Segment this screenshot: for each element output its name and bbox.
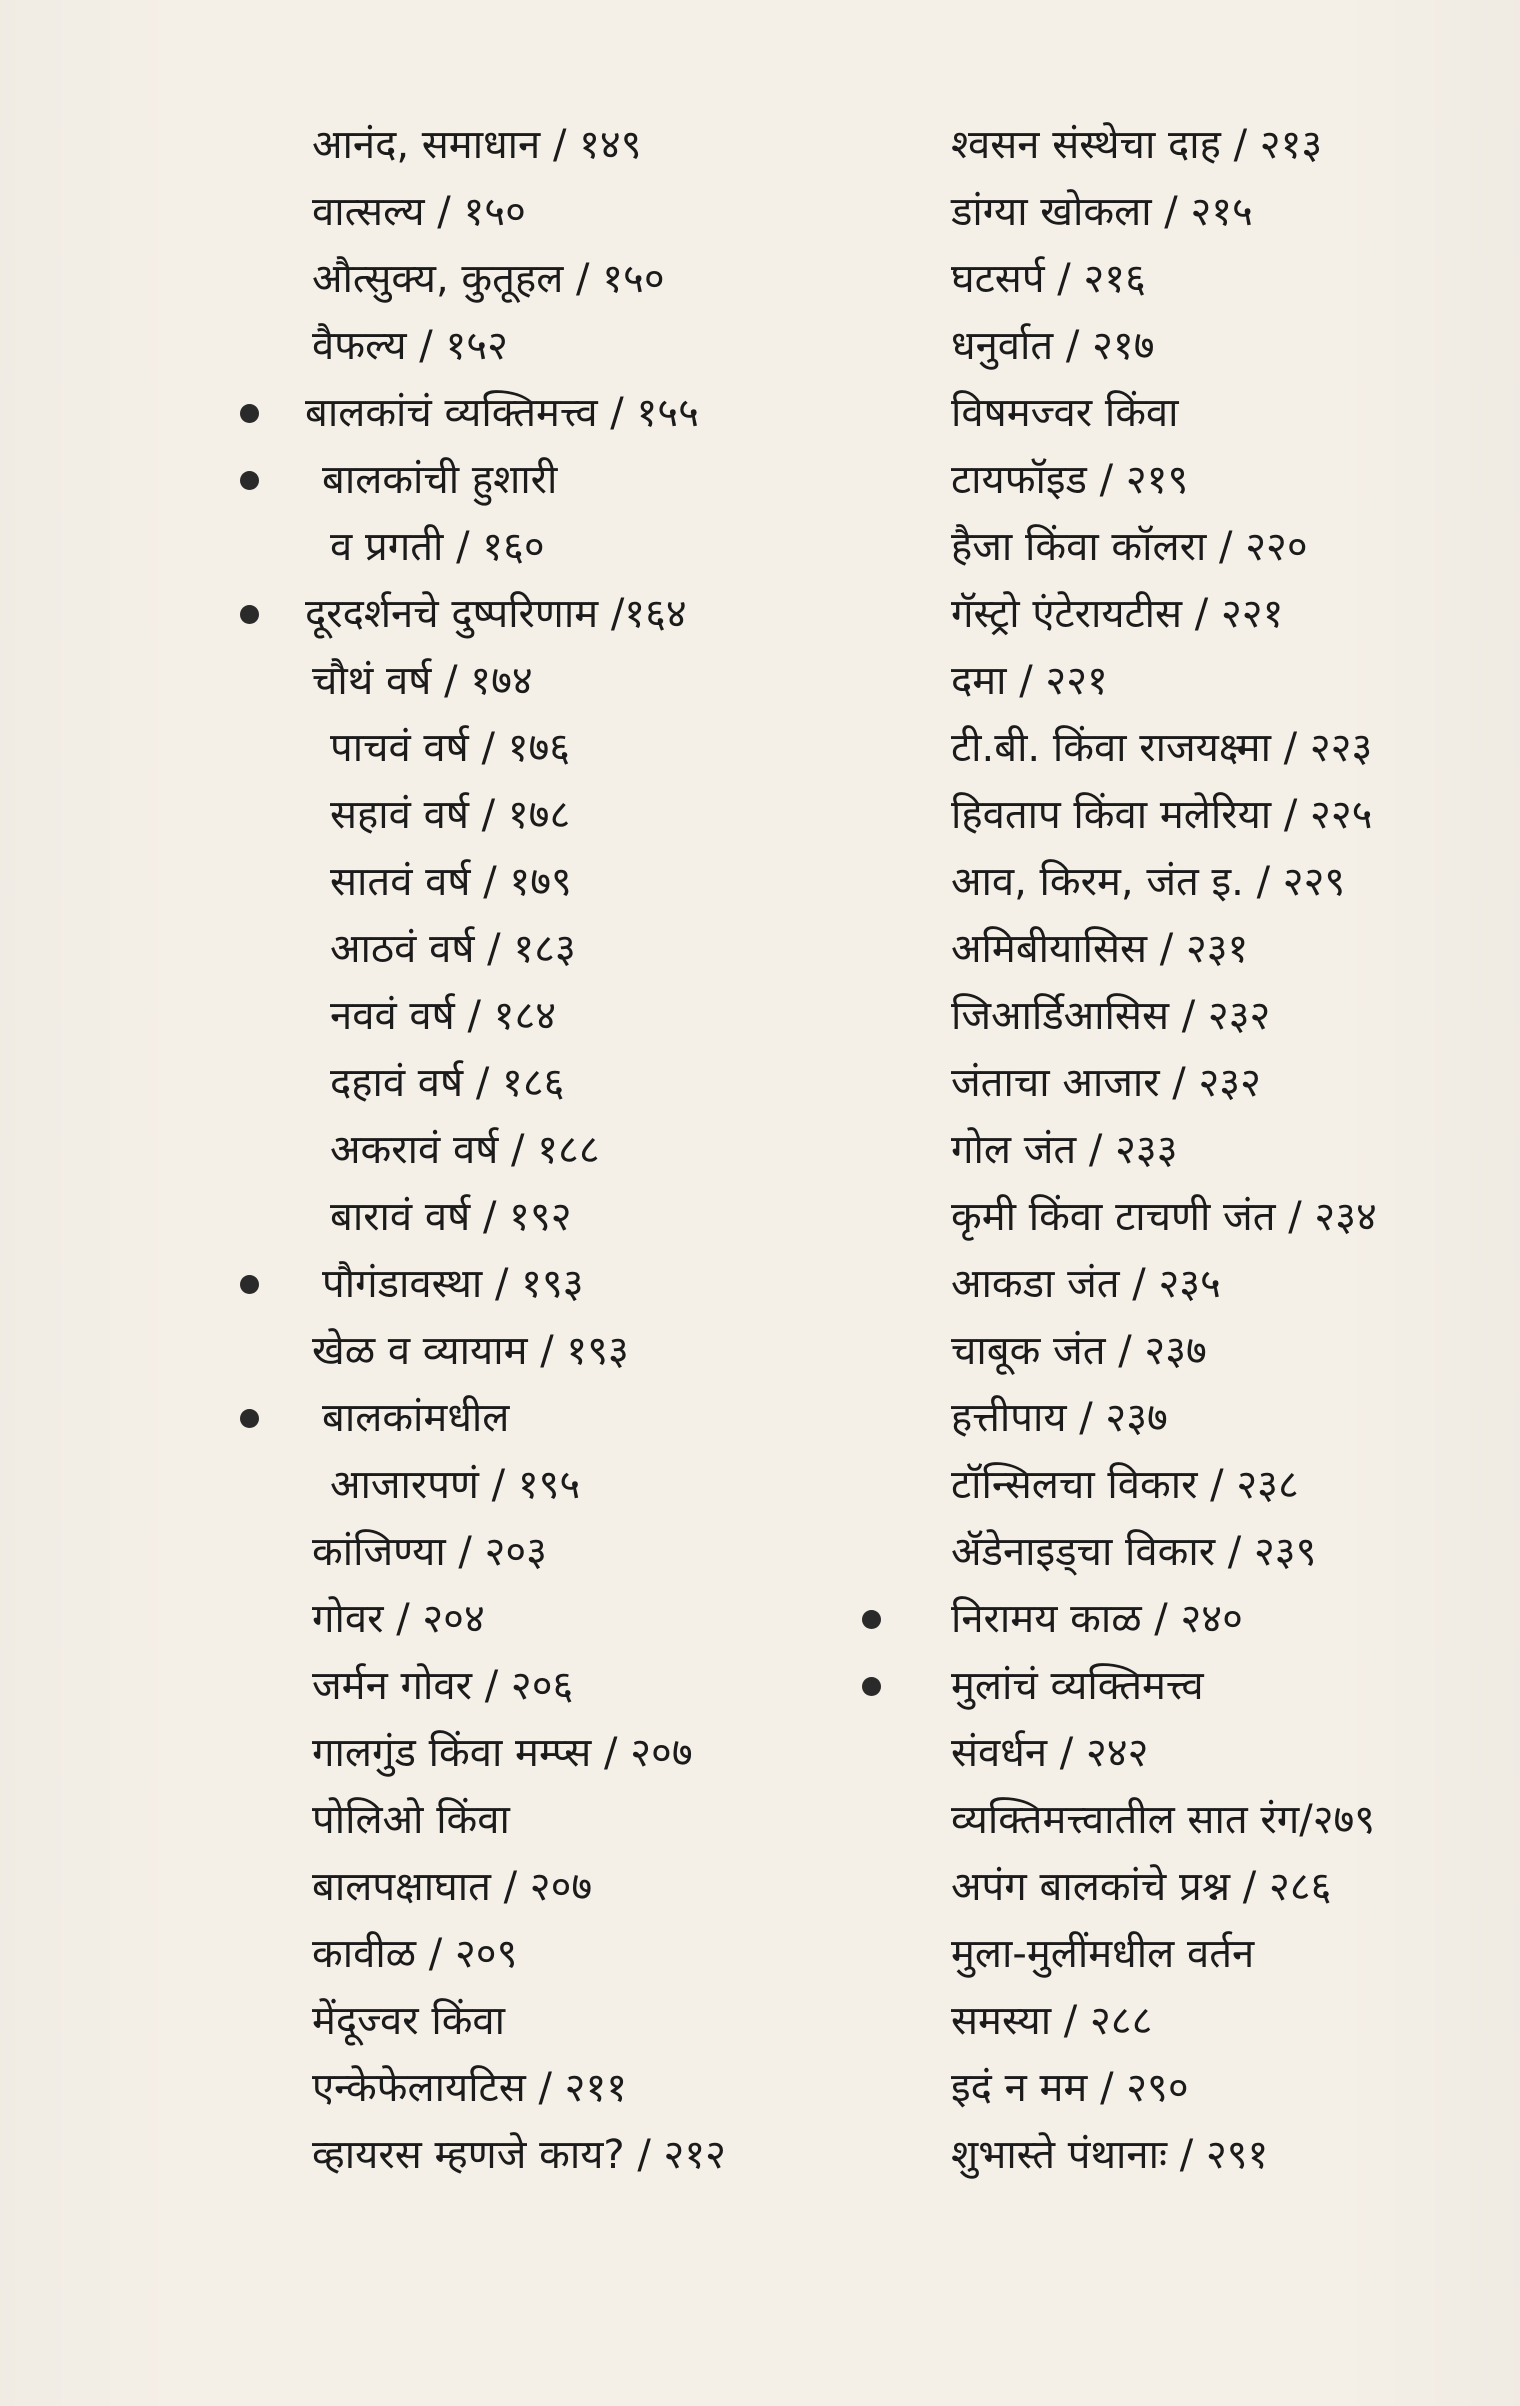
toc-entry-text: पौगंडावस्था / १९३ xyxy=(322,1261,584,1307)
left-toc-entry xyxy=(230,313,850,380)
toc-entry-text: आनंद, समाधान / १४९ xyxy=(312,122,642,168)
toc-entry-text: व्हायरस म्हणजे काय? / २१२ xyxy=(312,2132,726,2178)
toc-entry-text: मेंदूज्वर किंवा xyxy=(312,1998,506,2044)
right-toc-entry xyxy=(856,1921,1466,1988)
toc-entry-text: टी.बी. किंवा राजयक्ष्मा / २२३ xyxy=(951,725,1373,771)
right-toc-column xyxy=(856,112,1466,2189)
right-toc-entry xyxy=(856,782,1466,849)
bullet-icon xyxy=(240,404,259,423)
right-toc-entry xyxy=(856,1251,1466,1318)
toc-entry-text: घटसर्प / २१६ xyxy=(951,256,1146,302)
left-toc-entry xyxy=(230,1988,850,2055)
left-toc-entry xyxy=(230,1519,850,1586)
right-toc-entry xyxy=(856,1184,1466,1251)
toc-entry-text: इदं न मम / २९० xyxy=(951,2065,1189,2111)
toc-entry-text: आकडा जंत / २३५ xyxy=(951,1261,1221,1307)
toc-entry-text: दहावं वर्ष / १८६ xyxy=(330,1060,565,1106)
left-toc-entry xyxy=(230,112,850,179)
right-toc-entry xyxy=(856,2055,1466,2122)
left-toc-entry xyxy=(230,1720,850,1787)
toc-entry-text: दूरदर्शनचे दुष्परिणाम /१६४ xyxy=(305,591,687,637)
toc-entry-text: सहावं वर्ष / १७८ xyxy=(330,792,571,838)
toc-entry-text: निरामय काळ / २४० xyxy=(951,1596,1243,1642)
toc-entry-text: पाचवं वर्ष / १७६ xyxy=(330,725,571,771)
toc-entry-text: बारावं वर्ष / १९२ xyxy=(330,1194,572,1240)
bullet-icon xyxy=(862,1610,881,1629)
toc-entry-text: बालपक्षाघात / २०७ xyxy=(312,1864,593,1910)
left-toc-entry xyxy=(230,2122,850,2189)
left-toc-entry xyxy=(230,983,850,1050)
toc-entry-text: गॅस्ट्रो एंटेरायटीस / २२१ xyxy=(951,591,1284,637)
toc-entry-text: ॲडेनाइड्चा विकार / २३९ xyxy=(951,1529,1317,1575)
toc-entry-text: व्यक्तिमत्त्वातील सात रंग/२७९ xyxy=(951,1797,1376,1843)
right-toc-entry xyxy=(856,1318,1466,1385)
toc-entry-text: बालकांमधील xyxy=(322,1395,510,1441)
bullet-icon xyxy=(240,471,259,490)
toc-entry-text: डांग्या खोकला / २१५ xyxy=(951,189,1253,235)
toc-entry-text: हिवताप किंवा मलेरिया / २२५ xyxy=(951,792,1373,838)
toc-entry-text: पोलिओ किंवा xyxy=(312,1797,510,1843)
toc-entry-text: वैफल्य / १५२ xyxy=(312,323,508,369)
left-toc-entry xyxy=(230,380,850,447)
right-toc-entry xyxy=(856,1653,1466,1720)
left-toc-entry xyxy=(230,447,850,514)
toc-entry-text: गोल जंत / २३३ xyxy=(951,1127,1178,1173)
toc-entry-text: टायफॉइड / २१९ xyxy=(951,457,1189,503)
toc-entry-text: एन्केफेलायटिस / २११ xyxy=(312,2065,628,2111)
left-toc-entry xyxy=(230,1117,850,1184)
right-toc-entry xyxy=(856,246,1466,313)
right-toc-entry xyxy=(856,1720,1466,1787)
toc-entry-text: समस्या / २८८ xyxy=(951,1998,1153,2044)
right-toc-entry xyxy=(856,380,1466,447)
left-toc-entry xyxy=(230,916,850,983)
bullet-icon xyxy=(240,1409,259,1428)
toc-entry-text: जिआर्डिआसिस / २३२ xyxy=(951,993,1271,1039)
toc-entry-text: जंताचा आजार / २३२ xyxy=(951,1060,1261,1106)
toc-entry-text: टॉन्सिलचा विकार / २३८ xyxy=(951,1462,1299,1508)
right-toc-entry xyxy=(856,1452,1466,1519)
right-toc-entry xyxy=(856,581,1466,648)
toc-entry-text: औत्सुक्य, कुतूहल / १५० xyxy=(312,256,665,302)
left-toc-entry xyxy=(230,648,850,715)
toc-entry-text: वात्सल्य / १५० xyxy=(312,189,526,235)
left-toc-entry xyxy=(230,1787,850,1854)
right-toc-entry xyxy=(856,514,1466,581)
toc-entry-text: अकरावं वर्ष / १८८ xyxy=(330,1127,600,1173)
left-toc-entry xyxy=(230,514,850,581)
toc-entry-text: हत्तीपाय / २३७ xyxy=(951,1395,1168,1441)
toc-entry-text: संवर्धन / २४२ xyxy=(951,1730,1149,1776)
toc-entry-text: चाबूक जंत / २३७ xyxy=(951,1328,1207,1374)
toc-entry-text: आव, किरम, जंत इ. / २२९ xyxy=(951,859,1346,905)
left-toc-column xyxy=(230,112,850,2189)
right-toc-entry xyxy=(856,1787,1466,1854)
toc-entry-text: बालकांची हुशारी xyxy=(322,457,558,503)
toc-entry-text: अपंग बालकांचे प्रश्न / २८६ xyxy=(951,1864,1332,1910)
left-toc-entry xyxy=(230,1318,850,1385)
toc-entry-text: व प्रगती / १६० xyxy=(330,524,545,570)
toc-entry-text: गालगुंड किंवा मम्प्स / २०७ xyxy=(312,1730,693,1776)
left-toc-entry xyxy=(230,782,850,849)
left-toc-entry xyxy=(230,1586,850,1653)
right-toc-entry xyxy=(856,983,1466,1050)
left-toc-entry xyxy=(230,1385,850,1452)
toc-entry-text: दमा / २२१ xyxy=(951,658,1108,704)
toc-entry-text: कृमी किंवा टाचणी जंत / २३४ xyxy=(951,1194,1377,1240)
left-toc-entry xyxy=(230,1050,850,1117)
right-toc-entry xyxy=(856,648,1466,715)
left-toc-entry xyxy=(230,1184,850,1251)
toc-entry-text: आठवं वर्ष / १८३ xyxy=(330,926,576,972)
right-toc-entry xyxy=(856,916,1466,983)
left-toc-entry xyxy=(230,1251,850,1318)
toc-entry-text: मुला-मुलींमधील वर्तन xyxy=(951,1931,1255,1977)
right-toc-entry xyxy=(856,2122,1466,2189)
toc-entry-text: कावीळ / २०९ xyxy=(312,1931,518,1977)
right-toc-entry xyxy=(856,1385,1466,1452)
left-toc-entry xyxy=(230,581,850,648)
toc-entry-text: हैजा किंवा कॉलरा / २२० xyxy=(951,524,1308,570)
toc-entry-text: धनुर्वात / २१७ xyxy=(951,323,1155,369)
toc-entry-text: बालकांचं व्यक्तिमत्त्व / १५५ xyxy=(305,390,699,436)
bullet-icon xyxy=(862,1677,881,1696)
left-toc-entry xyxy=(230,1921,850,1988)
toc-entry-text: शुभास्ते पंथानाः / २९१ xyxy=(951,2132,1269,2178)
right-toc-entry xyxy=(856,849,1466,916)
left-toc-entry xyxy=(230,1653,850,1720)
left-toc-entry xyxy=(230,1452,850,1519)
bullet-icon xyxy=(240,1275,259,1294)
bullet-icon xyxy=(240,605,259,624)
left-toc-entry xyxy=(230,179,850,246)
right-toc-entry xyxy=(856,179,1466,246)
right-toc-entry xyxy=(856,1050,1466,1117)
right-toc-entry xyxy=(856,1988,1466,2055)
toc-entry-text: श्वसन संस्थेचा दाह / २१३ xyxy=(951,122,1323,168)
toc-entry-text: विषमज्वर किंवा xyxy=(951,390,1179,436)
right-toc-entry xyxy=(856,112,1466,179)
toc-entry-text: मुलांचं व्यक्तिमत्त्व xyxy=(951,1663,1204,1709)
left-toc-entry xyxy=(230,246,850,313)
right-toc-entry xyxy=(856,715,1466,782)
right-toc-entry xyxy=(856,1854,1466,1921)
right-toc-entry xyxy=(856,1117,1466,1184)
toc-entry-text: चौथं वर्ष / १७४ xyxy=(312,658,533,704)
toc-entry-text: आजारपणं / १९५ xyxy=(330,1462,581,1508)
right-toc-entry xyxy=(856,1519,1466,1586)
right-toc-entry xyxy=(856,447,1466,514)
right-toc-entry xyxy=(856,1586,1466,1653)
left-toc-entry xyxy=(230,1854,850,1921)
left-toc-entry xyxy=(230,715,850,782)
right-toc-entry xyxy=(856,313,1466,380)
left-toc-entry xyxy=(230,2055,850,2122)
toc-entry-text: अमिबीयासिस / २३१ xyxy=(951,926,1249,972)
left-toc-entry xyxy=(230,849,850,916)
toc-entry-text: गोवर / २०४ xyxy=(312,1596,485,1642)
toc-entry-text: जर्मन गोवर / २०६ xyxy=(312,1663,574,1709)
toc-entry-text: खेळ व व्यायाम / १९३ xyxy=(312,1328,629,1374)
toc-entry-text: कांजिण्या / २०३ xyxy=(312,1529,547,1575)
toc-entry-text: सातवं वर्ष / १७९ xyxy=(330,859,572,905)
toc-entry-text: नववं वर्ष / १८४ xyxy=(330,993,557,1039)
